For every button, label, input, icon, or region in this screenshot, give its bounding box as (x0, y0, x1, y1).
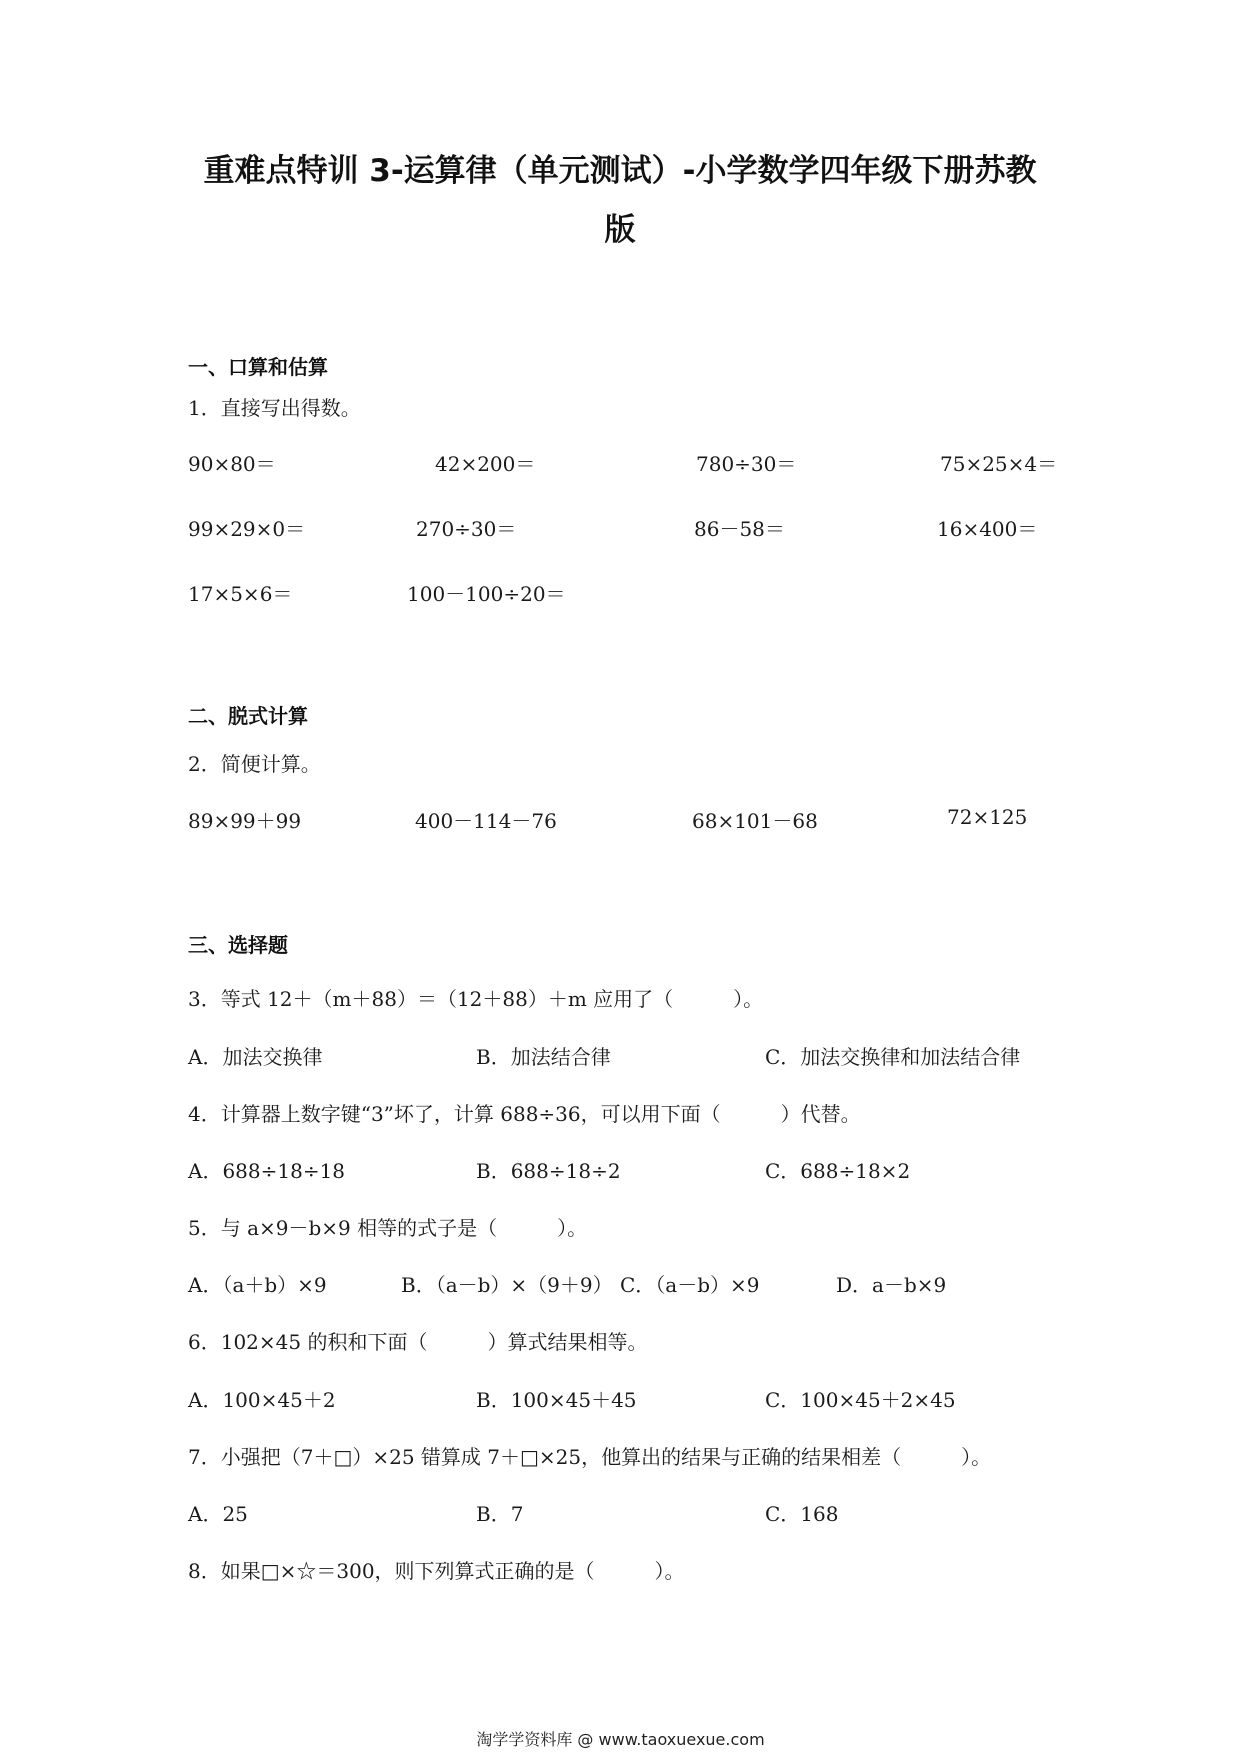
expression: 75×25×4＝ (940, 452, 1058, 476)
footer-watermark: 淘学学资料库 @ www.taoxuexue.com (476, 1730, 765, 1749)
expression: 89×99＋99 (188, 809, 302, 833)
section-heading-1: 一、口算和估算 (188, 355, 328, 379)
option-c: C．100×45＋2×45 (765, 1388, 956, 1412)
option-c: C．加法交换律和加法结合律 (765, 1045, 1021, 1069)
question-7-stem: 7．小强把（7＋□）×25 错算成 7＋□×25，他算出的结果与正确的结果相差（ ）。 (188, 1445, 992, 1469)
expression: 86－58＝ (694, 517, 785, 541)
option-b: B．7 (476, 1502, 524, 1526)
option-b: B．加法结合律 (476, 1045, 611, 1069)
question-5-stem: 5．与 a×9－b×9 相等的式子是（ ）。 (188, 1216, 588, 1240)
question-3-stem: 3．等式 12＋（m＋88）＝（12＋88）＋m 应用了（ ）。 (188, 987, 764, 1011)
option-d: D．a－b×9 (836, 1273, 947, 1297)
expression: 72×125 (947, 805, 1028, 829)
expression: 16×400＝ (937, 517, 1038, 541)
option-c: C．688÷18×2 (765, 1159, 911, 1183)
expression: 90×80＝ (188, 452, 276, 476)
page-title-line-2: 版 (604, 212, 636, 248)
expression: 17×5×6＝ (188, 582, 293, 606)
option-a: A．（a＋b）×9 (188, 1273, 327, 1297)
section-heading-3: 三、选择题 (188, 933, 288, 957)
page-title-line-1: 重难点特训 3-运算律（单元测试）-小学数学四年级下册苏教 (203, 153, 1037, 189)
question-8-stem: 8．如果□×☆＝300，则下列算式正确的是（ ）。 (188, 1559, 685, 1583)
question-4-stem: 4．计算器上数字键“3”坏了，计算 688÷36，可以用下面（ ）代替。 (188, 1102, 861, 1126)
option-a: A．100×45＋2 (188, 1388, 336, 1412)
expression: 68×101－68 (692, 809, 818, 833)
expression: 780÷30＝ (696, 452, 797, 476)
option-a: A．25 (188, 1502, 248, 1526)
option-b: B．688÷18÷2 (476, 1159, 621, 1183)
section-heading-2: 二、脱式计算 (188, 704, 308, 728)
option-b: B．100×45＋45 (476, 1388, 637, 1412)
expression: 270÷30＝ (416, 517, 517, 541)
question-6-stem: 6．102×45 的积和下面（ ）算式结果相等。 (188, 1330, 648, 1354)
option-a: A．688÷18÷18 (188, 1159, 346, 1183)
question-1-stem: 1．直接写出得数。 (188, 396, 361, 420)
expression: 99×29×0＝ (188, 517, 306, 541)
option-b: B．（a－b）×（9＋9） (401, 1273, 613, 1297)
option-a: A．加法交换律 (188, 1045, 323, 1069)
option-c: C．（a－b）×9 (620, 1273, 760, 1297)
expression: 42×200＝ (435, 452, 536, 476)
question-2-stem: 2．简便计算。 (188, 752, 321, 776)
expression: 100－100÷20＝ (407, 582, 566, 606)
expression: 400－114－76 (415, 809, 557, 833)
option-c: C．168 (765, 1502, 839, 1526)
